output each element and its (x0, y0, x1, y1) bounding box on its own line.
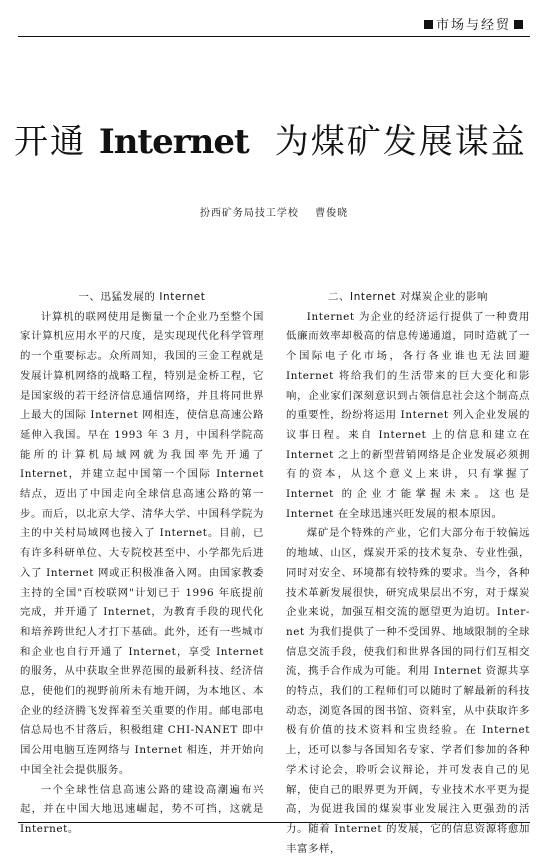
body-paragraph: 煤矿是个特殊的产业，它们大部分布于较偏远的地域、山区，煤炭开采的技术复杂、专业性强，同时对安全、环境都有较特殊的要求。当今，各种技术革新发展很快，研究成果层出不穷，对于煤炭企业来说，加强互相交流的愿望更为迫切。Inter-net 为我们提供了一种不受国界、地域限制的全球信息交流手段，使我们和世界各国的同行们互相交流，携手合作成为可能。利用 Internet 资源共享的特点，我们的工程师们可以随时了解最新的科技动态，浏览各国的图书馆、资料室，从中获取许多极有价值的技术资料和宝贵经验。在 Internet 上，还可以参与各国知名专家、学者们参加的各种学术讨论会，聆听会议辩论，并可发表自己的见解，使自己的眼界更为开阔，专业技术水平更为提高，为促进我国的煤炭事业发展注入更强劲的活力。随着 Internet 的发展，它的信息资源将愈加丰富多样， (286, 527, 530, 855)
section-heading-2: 二、Internet 对煤炭企业的影响 (328, 291, 488, 303)
header-rule (18, 36, 530, 37)
right-column (286, 288, 530, 859)
article-title (14, 114, 538, 163)
author-name: 曹俊晓 (315, 208, 349, 219)
section-label-text: 市场与经贸 (435, 18, 511, 33)
title-latin: Internet (98, 122, 249, 162)
left-column (20, 288, 264, 840)
square-bullet-icon (424, 20, 433, 29)
title-prefix: 开通 (14, 122, 86, 162)
author-org: 扮西矿务局技工学校 (199, 208, 299, 219)
body-paragraph: Internet 为企业的经济运行提供了一种费用低廉而效率却极高的信息传递通道，同时造就了一个国际电子化市场，各行各业谁也无法回避 Internet 将给我们的生活带来的巨大变化和影响，企业家们深刻意识到占领信息社会这个制高点的重要性，纷纷将运用 Internet 列入企业发展的议事日程。来自 Internet 上的信息和建立在 Internet 之上的新型营销网络是企业发展必须拥有的资本，从这个意义上来讲，只有掌握了 Internet 的企业才能掌握未来。这也是 Internet 在全球迅速兴旺发展的根本原因。 (286, 310, 530, 520)
body-paragraph: 计算机的联网使用是衡量一个企业乃至整个国家计算机应用水平的尺度，是实现现代化科学管理的一个重要标志。众所周知，我国的三金工程就是发展计算机网络的战略工程，特别是金桥工程，它是国家级的若干经济信息通信网络，并且将同世界上最大的国际 Internet 网相连，使信息高速公路延伸入我国。早在 1993 年 3 月，中国科学院高能所的计算机局域网就为我国率先开通了 Internet，并建立起中国第一个国际 Internet 结点，迈出了中国走向全球信息高速公路的第一步。而后，以北京大学、清华大学、中国科学院为主的中关村局域网也接入了 Internet。目前，已有许多科研单位、大专院校甚至中、小学都先后进入了 Internet 网或正积极准备入网。由国家教委主持的全国"百校联网"计划已于 1996 年底提前完成，并开通了 Internet，为教育手段的现代化和培养跨世纪人才打下基础。此外，还有一些城市和企业也自行开通了 Internet，享受 Internet 的服务，从中获取全世界范围的最新科技、经济信息，使他们的视野前所未有地开阔，为本地区、本企业的经济腾飞发挥着至关重要的作用。邮电部电信总局也不甘落后，积极组建 CHI-NANET 即中国公用电脑互连网络与 Internet 相连，并开始向中国全社会提供服务。 (20, 310, 264, 776)
byline (0, 204, 548, 219)
body-paragraph: 一个全球性信息高速公路的建设高潮遍布兴起，并在中国大地迅速崛起，势不可挡，这就是 Internet。 (20, 783, 264, 835)
section-heading-1: 一、迅猛发展的 Internet (78, 291, 206, 303)
title-suffix: 为煤矿发展谋益 (274, 122, 527, 162)
section-label (421, 14, 526, 33)
footer-rule (18, 822, 530, 823)
square-bullet-icon (514, 20, 523, 29)
